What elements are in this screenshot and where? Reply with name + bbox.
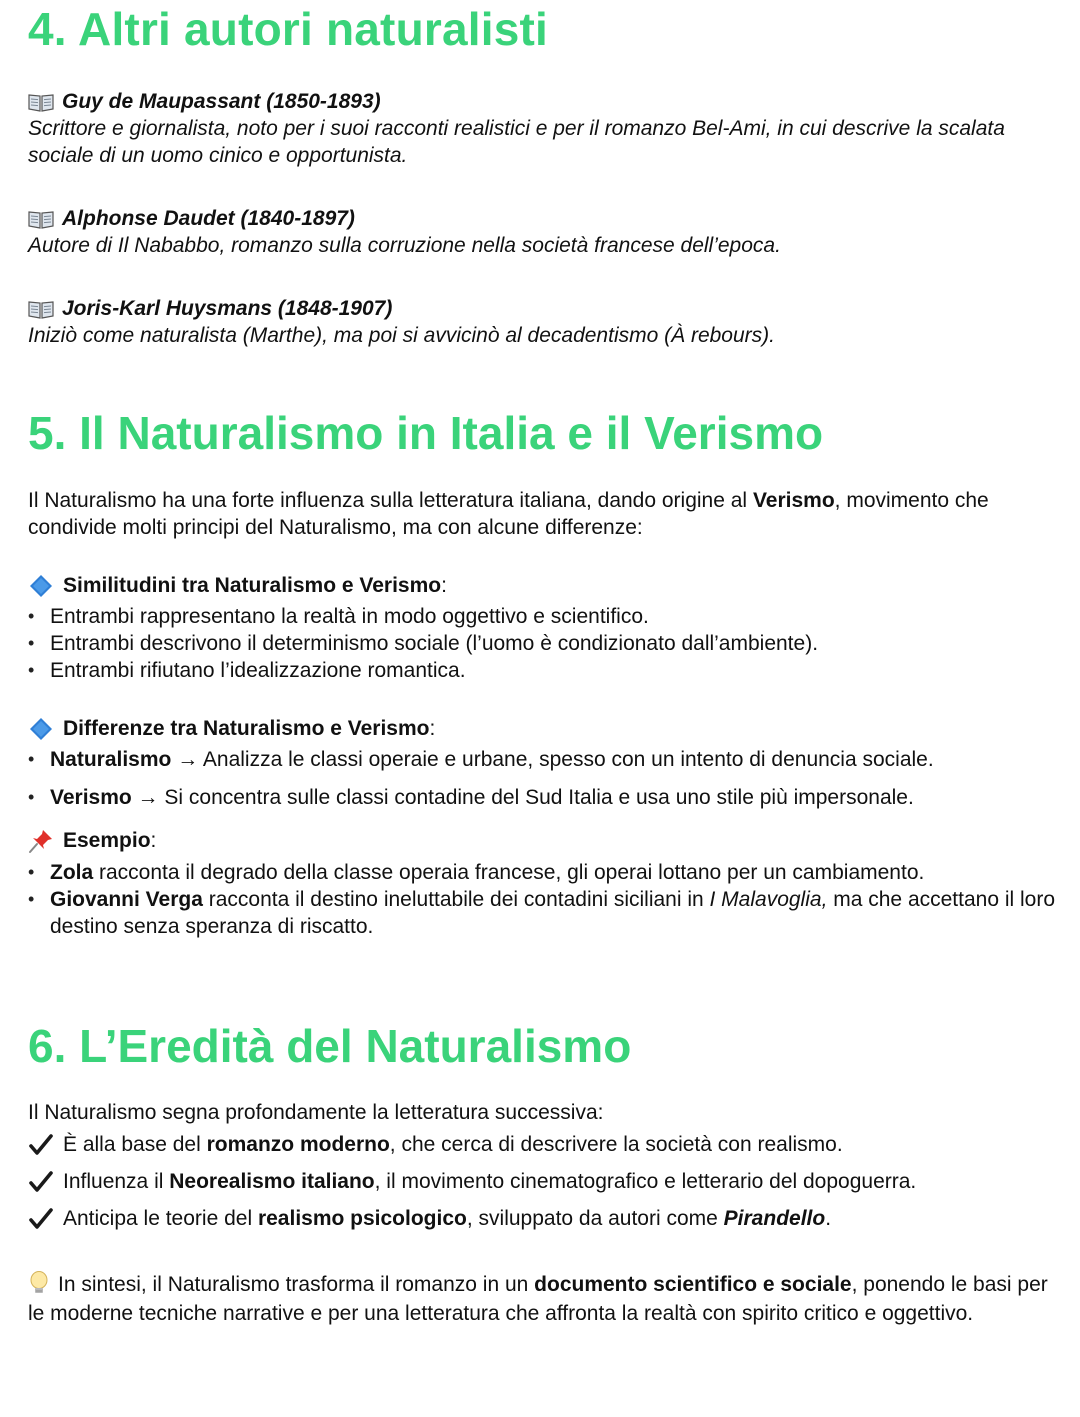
section-6-heading: 6. L’Eredità del Naturalismo <box>28 1020 632 1072</box>
blue-diamond-icon <box>28 573 54 599</box>
section-5-heading: 5. Il Naturalismo in Italia e il Verismo <box>28 407 824 459</box>
list-item: • Entrambi descrivono il determinismo sociale (l’uomo è condizionato dall’ambiente). <box>28 630 1058 657</box>
list-item: • Entrambi rappresentano la realtà in modo oggettivo e scientifico. <box>28 603 1058 630</box>
list-item: • Naturalismo → Analizza le classi operaie e urbane, spesso con un intento di denuncia sociale. <box>28 746 1058 773</box>
author-description: Autore di Il Nababbo, romanzo sulla corruzione nella società francese dell’epoca. <box>28 234 781 257</box>
section-5-intro: Il Naturalismo ha una forte influenza sulla letteratura italiana, dando origine al Verismo, movimento che condivide molti principi del Naturalismo, ma con alcune differenze: <box>28 489 989 539</box>
open-book-icon <box>28 92 54 112</box>
section-6-intro: Il Naturalismo segna profondamente la letteratura successiva: <box>28 1101 604 1124</box>
list-item: È alla base del romanzo moderno, che cerca di descrivere la società con realismo. <box>28 1131 1058 1158</box>
author-description: Scrittore e giornalista, noto per i suoi racconti realistici e per il romanzo Bel-Ami, in cui descrive la scalata sociale di un uomo cinico e opportunista. <box>28 117 1005 167</box>
similarities-list <box>28 603 1058 684</box>
author-name: Guy de Maupassant (1850-1893) <box>62 90 381 113</box>
author-entry <box>28 205 1058 259</box>
differences-list <box>28 746 1058 822</box>
differences-heading: Differenze tra Naturalismo e Verismo : <box>28 715 435 742</box>
similarities-heading: Similitudini tra Naturalismo e Verismo : <box>28 572 447 599</box>
open-book-icon <box>28 299 54 319</box>
check-mark-icon <box>28 1132 54 1158</box>
open-book-icon <box>28 209 54 229</box>
list-item: • Zola racconta il degrado della classe operaia francese, gli operai lottano per un cambiamento. <box>28 859 1058 886</box>
summary-paragraph: In sintesi, il Naturalismo trasforma il romanzo in un documento scientifico e sociale, ponendo le basi per le moderne tecniche narrative e per una letteratura che affronta la realtà con spirito critico e oggettivo. <box>28 1270 1058 1328</box>
section-4-heading: 4. Altri autori naturalisti <box>28 3 549 55</box>
list-item: Anticipa le teorie del realismo psicologico, sviluppato da autori come Pirandello. <box>28 1205 1058 1232</box>
author-description: Iniziò come naturalista (Marthe), ma poi si avvicinò al decadentismo (À rebours). <box>28 324 775 347</box>
light-bulb-icon <box>28 1270 50 1296</box>
list-item: • Verismo → Si concentra sulle classi contadine del Sud Italia e usa uno stile più impersonale. <box>28 784 1058 811</box>
author-entry <box>28 88 1058 169</box>
blue-diamond-icon <box>28 716 54 742</box>
list-item: Influenza il Neorealismo italiano, il movimento cinematografico e letterario del dopoguerra. <box>28 1168 1058 1195</box>
check-mark-icon <box>28 1169 54 1195</box>
examples-list <box>28 859 1058 940</box>
pushpin-icon <box>28 828 54 854</box>
list-item: • Entrambi rifiutano l’idealizzazione romantica. <box>28 657 1058 684</box>
example-heading: Esempio : <box>28 827 156 854</box>
list-item: • Giovanni Verga racconta il destino ineluttabile dei contadini siciliani in I Malavoglia, ma che accettano il loro destino senza speranza di riscatto. <box>28 886 1058 940</box>
author-name: Alphonse Daudet (1840-1897) <box>62 207 355 230</box>
legacy-list <box>28 1131 1058 1242</box>
author-entry <box>28 295 1058 349</box>
check-mark-icon <box>28 1206 54 1232</box>
author-name: Joris-Karl Huysmans (1848-1907) <box>62 297 393 320</box>
